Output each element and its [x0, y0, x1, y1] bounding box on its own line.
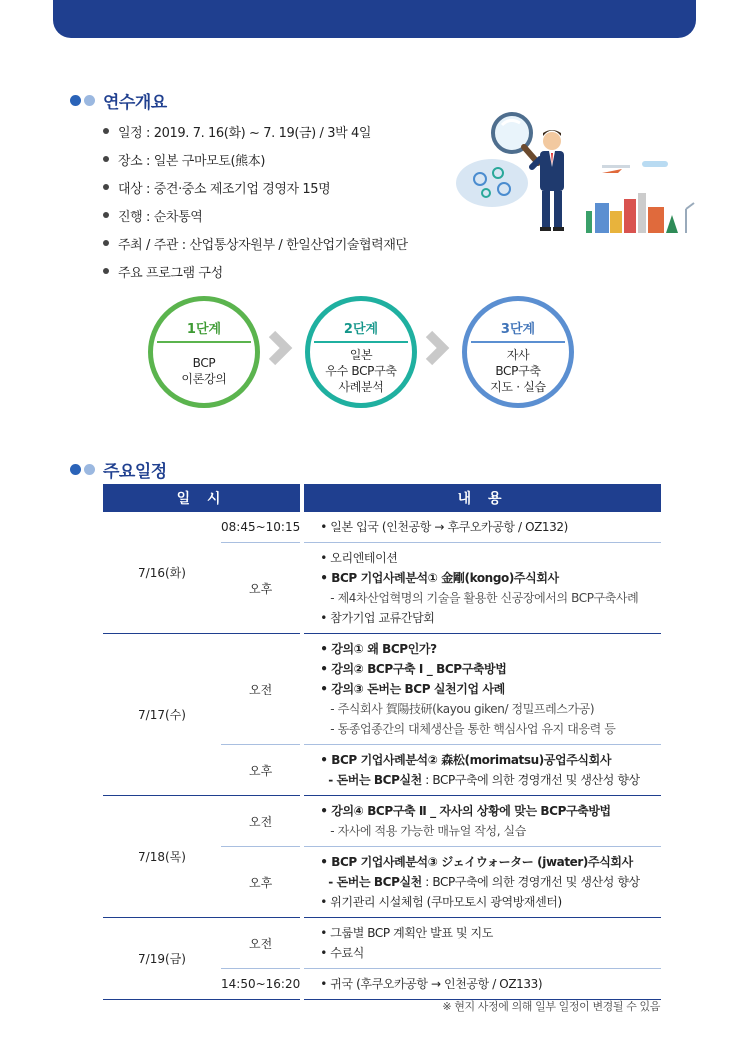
businessman-icon — [532, 130, 564, 231]
step-label: 2단계 — [343, 322, 379, 337]
overview-list — [103, 117, 408, 285]
overview-item: 주요 프로그램 구성 — [103, 257, 408, 285]
overview-item: 장소 : 일본 구마모토(熊本) — [103, 145, 408, 173]
program-step-3 — [462, 296, 574, 408]
schedule-time: 오후 — [221, 847, 300, 918]
schedule-date: 7/16(화) — [103, 512, 221, 634]
section-title: 주요일정 — [103, 462, 167, 482]
schedule-content — [304, 796, 661, 847]
header-date: 일 시 — [103, 484, 300, 512]
table-row — [103, 512, 661, 543]
program-step-2 — [305, 296, 417, 408]
schedule-item: • BCP 기업사례분석① 金剛(kongo)주식회사 — [320, 571, 559, 585]
overview-item: 주최 / 주관 : 산업통상자원부 / 한일산업기술협력재단 — [103, 229, 408, 257]
step-description: BCP 이론강의 — [181, 356, 227, 386]
schedule-content — [304, 745, 661, 796]
bullet-dots-icon — [70, 95, 95, 106]
schedule-content — [304, 847, 661, 918]
schedule-time: 오전 — [221, 918, 300, 969]
schedule-item: • 강의③ 돈버는 BCP 실천기업 사례 — [320, 682, 505, 696]
schedule-date: 7/18(목) — [103, 796, 221, 918]
schedule-item: • BCP 기업사례분석③ ジェイウォーター (jwater)주식회사 — [320, 855, 633, 869]
overview-item: 진행 : 순차통역 — [103, 201, 408, 229]
businessman-magnifier-illustration — [452, 103, 697, 240]
section-schedule-heading — [70, 457, 167, 482]
schedule-note: ※ 현지 사정에 의해 일부 일정이 변경될 수 있음 — [442, 1000, 660, 1013]
schedule-item: - 동종업종간의 대체생산을 통한 핵심사업 유지 대응력 등 — [330, 722, 616, 736]
table-row — [103, 634, 661, 745]
overview-item: 대상 : 중견·중소 제조기업 경영자 15명 — [103, 173, 408, 201]
schedule-time: 14:50~16:20 — [221, 969, 300, 1000]
schedule-item: • 그룹별 BCP 계획안 발표 및 지도 — [320, 926, 493, 940]
schedule-item: - 돈버는 BCP실천 : BCP구축에 의한 경영개선 및 생산성 향상 — [328, 875, 640, 889]
schedule-time: 오전 — [221, 634, 300, 745]
schedule-date: 7/19(금) — [103, 918, 221, 1000]
section-overview-heading — [70, 88, 167, 113]
schedule-item: - 제4차산업혁명의 기술을 활용한 신공장에서의 BCP구축사례 — [330, 591, 639, 605]
chevron-right-icon — [266, 330, 294, 366]
schedule-item: • 수료식 — [320, 946, 364, 960]
header-content: 내 용 — [304, 484, 661, 512]
step-description: 일본 우수 BCP구축 사례분석 — [325, 348, 397, 394]
bullet-icon — [103, 240, 109, 246]
bullet-icon — [103, 156, 109, 162]
step-label: 3단계 — [500, 322, 536, 337]
section-title: 연수개요 — [103, 93, 167, 113]
schedule-content — [304, 969, 661, 1000]
schedule-item: • 강의② BCP구축 Ⅰ _ BCP구축방법 — [320, 662, 507, 676]
schedule-item: • 오리엔테이션 — [320, 551, 398, 565]
schedule-time: 08:45~10:15 — [221, 512, 300, 543]
schedule-time: 오후 — [221, 543, 300, 634]
schedule-content — [304, 634, 661, 745]
schedule-item: • 강의① 왜 BCP인가? — [320, 642, 437, 656]
schedule-item: • 참가기업 교류간담회 — [320, 611, 435, 625]
schedule-item: • BCP 기업사례분석② 森松(morimatsu)공업주식회사 — [320, 753, 612, 767]
table-row — [103, 796, 661, 847]
schedule-time: 오전 — [221, 796, 300, 847]
schedule-item: • 일본 입국 (인천공항 → 후쿠오카공항 / OZ132) — [320, 520, 568, 534]
bullet-icon — [103, 268, 109, 274]
schedule-item: • 강의④ BCP구축 Ⅱ _ 자사의 상황에 맞는 BCP구축방법 — [320, 804, 611, 818]
schedule-item: - 자사에 적용 가능한 매뉴얼 작성, 실습 — [330, 824, 526, 838]
schedule-item: • 위기관리 시설체험 (쿠마모토시 광역방재센터) — [320, 895, 562, 909]
schedule-content — [304, 543, 661, 634]
schedule-body — [103, 512, 661, 1000]
table-row — [103, 918, 661, 969]
magnifier-icon — [493, 114, 538, 163]
header-bar — [53, 0, 696, 38]
factory-town-icon — [586, 161, 694, 233]
program-step-1 — [148, 296, 260, 408]
gear-cloud-icon — [456, 159, 528, 207]
overview-item: 일정 : 2019. 7. 16(화) ~ 7. 19(금) / 3박 4일 — [103, 117, 408, 145]
schedule-date: 7/17(수) — [103, 634, 221, 796]
bullet-dots-icon — [70, 464, 95, 475]
schedule-item: • 귀국 (후쿠오카공항 → 인천공항 / OZ133) — [320, 977, 543, 991]
bullet-icon — [103, 184, 109, 190]
schedule-table — [103, 484, 661, 1000]
schedule-content — [304, 512, 661, 543]
schedule-item: - 돈버는 BCP실천 : BCP구축에 의한 경영개선 및 생산성 향상 — [328, 773, 640, 787]
schedule-time: 오후 — [221, 745, 300, 796]
bullet-icon — [103, 212, 109, 218]
chevron-right-icon — [423, 330, 451, 366]
step-description: 자사 BCP구축 지도 · 실습 — [490, 348, 546, 394]
bullet-icon — [103, 128, 109, 134]
table-header-row — [103, 484, 661, 512]
step-label: 1단계 — [186, 322, 222, 337]
schedule-content — [304, 918, 661, 969]
schedule-item: - 주식회사 賀陽技研(kayou giken/ 정밀프레스가공) — [330, 702, 595, 716]
